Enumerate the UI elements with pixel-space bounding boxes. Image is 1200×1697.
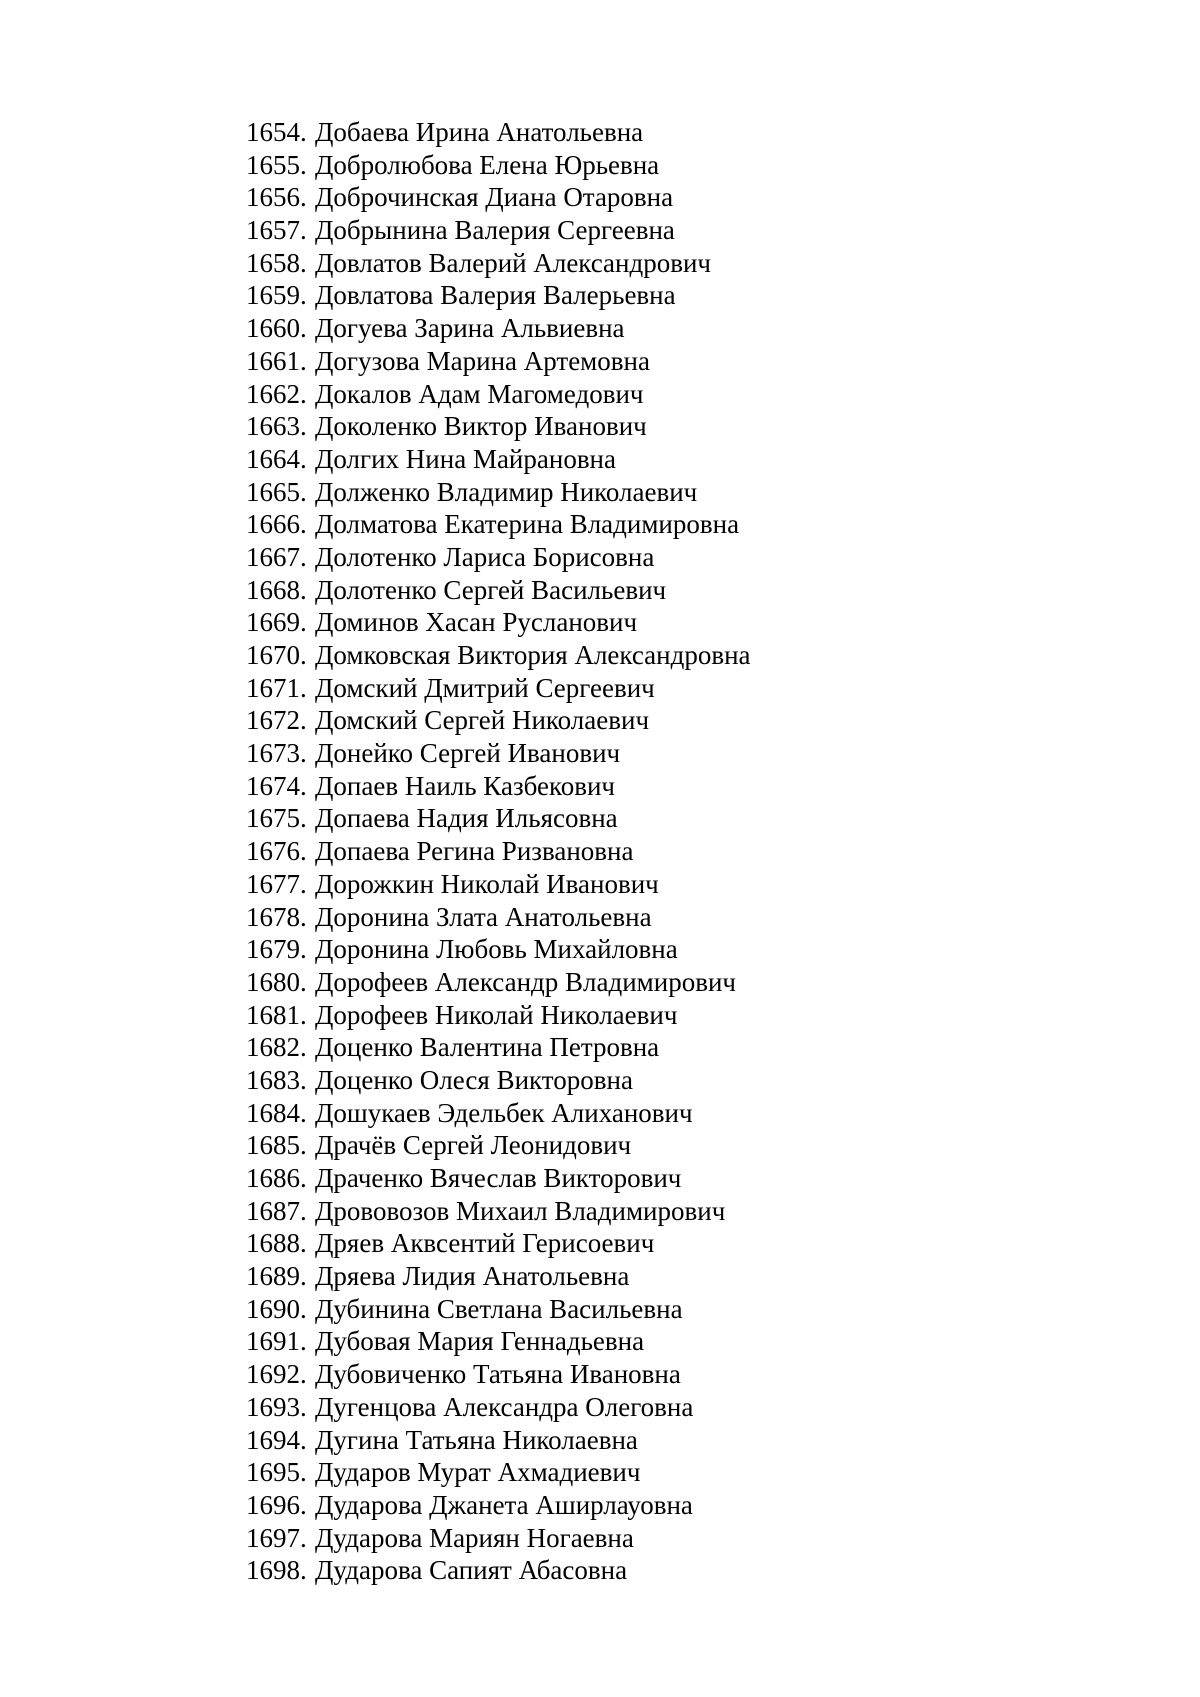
list-item bbox=[246, 1227, 751, 1260]
list-item bbox=[246, 247, 751, 280]
entry-number: 1683. bbox=[246, 1064, 307, 1095]
list-item bbox=[246, 508, 751, 541]
entry-number: 1654. bbox=[246, 117, 307, 147]
entry-name: Довлатова Валерия Валерьевна bbox=[315, 280, 676, 311]
list-item bbox=[246, 1293, 751, 1326]
entry-name: Долженко Владимир Николаевич bbox=[315, 476, 698, 507]
list-item bbox=[246, 1554, 751, 1587]
list-item bbox=[246, 476, 751, 509]
list-item bbox=[246, 214, 751, 247]
entry-name: Дубинина Светлана Васильевна bbox=[315, 1293, 683, 1324]
list-item bbox=[246, 312, 751, 345]
entry-name: Добаева Ирина Анатольевна bbox=[315, 117, 644, 147]
entry-name: Дударова Джанета Аширлауовна bbox=[315, 1489, 693, 1520]
entry-name: Допаева Регина Ризвановна bbox=[315, 836, 634, 867]
entry-number: 1679. bbox=[246, 934, 307, 965]
entry-name: Драчёв Сергей Леонидович bbox=[315, 1130, 632, 1161]
entry-number: 1684. bbox=[246, 1097, 307, 1128]
entry-number: 1669. bbox=[246, 607, 307, 638]
list-item bbox=[246, 606, 751, 639]
list-item bbox=[246, 1162, 751, 1195]
list-item bbox=[246, 443, 751, 476]
list-item bbox=[246, 1195, 751, 1228]
entry-name: Довлатов Валерий Александрович bbox=[315, 247, 712, 278]
entry-name: Дряева Лидия Анатольевна bbox=[315, 1261, 630, 1292]
entry-number: 1655. bbox=[246, 149, 307, 180]
entry-name: Допаев Наиль Казбекович bbox=[315, 770, 615, 801]
entry-number: 1658. bbox=[246, 247, 307, 278]
entry-name: Докалов Адам Магомедович bbox=[315, 378, 644, 409]
entry-number: 1696. bbox=[246, 1489, 307, 1520]
entry-number: 1659. bbox=[246, 280, 307, 311]
entry-number: 1660. bbox=[246, 313, 307, 344]
list-item bbox=[246, 1260, 751, 1293]
list-item bbox=[246, 802, 751, 835]
list-item bbox=[246, 1489, 751, 1522]
list-item bbox=[246, 541, 751, 574]
list-item bbox=[246, 999, 751, 1032]
entry-number: 1682. bbox=[246, 1032, 307, 1063]
entry-number: 1657. bbox=[246, 215, 307, 246]
entry-name: Долгих Нина Майрановна bbox=[315, 443, 616, 474]
entry-number: 1678. bbox=[246, 901, 307, 932]
entry-number: 1685. bbox=[246, 1130, 307, 1161]
list-item bbox=[246, 1424, 751, 1457]
list-item bbox=[246, 378, 751, 411]
entry-name: Добрынина Валерия Сергеевна bbox=[315, 215, 675, 246]
list-item bbox=[246, 1325, 751, 1358]
list-item bbox=[246, 835, 751, 868]
entry-name: Дрововозов Михаил Владимирович bbox=[315, 1195, 726, 1226]
entry-number: 1670. bbox=[246, 640, 307, 670]
entry-number: 1673. bbox=[246, 738, 307, 769]
entry-number: 1689. bbox=[246, 1261, 307, 1292]
entry-number: 1671. bbox=[246, 672, 307, 703]
list-item bbox=[246, 704, 751, 737]
entry-name: Дударов Мурат Ахмадиевич bbox=[315, 1457, 641, 1488]
entry-name: Драченко Вячеслав Викторович bbox=[315, 1163, 682, 1193]
entry-number: 1666. bbox=[246, 509, 307, 540]
entry-number: 1676. bbox=[246, 836, 307, 867]
entry-number: 1664. bbox=[246, 443, 307, 474]
entry-name: Долотенко Лариса Борисовна bbox=[315, 541, 655, 572]
entry-number: 1672. bbox=[246, 705, 307, 736]
entry-number: 1694. bbox=[246, 1424, 307, 1455]
list-item bbox=[246, 181, 751, 214]
entry-name: Доронина Злата Анатольевна bbox=[315, 901, 652, 932]
entry-name: Дударова Сапият Абасовна bbox=[315, 1555, 628, 1586]
entry-name: Дряев Аквсентий Герисоевич bbox=[315, 1228, 655, 1259]
entry-name: Дугенцова Александра Олеговна bbox=[315, 1391, 694, 1422]
entry-name: Дорожкин Николай Иванович bbox=[315, 868, 659, 899]
entry-name: Дубовая Мария Геннадьевна bbox=[315, 1326, 645, 1357]
entry-name: Дошукаев Эдельбек Алиханович bbox=[315, 1097, 693, 1128]
entry-number: 1687. bbox=[246, 1195, 307, 1226]
entry-name: Домский Сергей Николаевич bbox=[315, 705, 650, 736]
list-item bbox=[246, 868, 751, 901]
entry-number: 1674. bbox=[246, 770, 307, 801]
list-item bbox=[246, 966, 751, 999]
entry-number: 1695. bbox=[246, 1457, 307, 1488]
list-item bbox=[246, 279, 751, 312]
list-item bbox=[246, 770, 751, 803]
entry-number: 1656. bbox=[246, 182, 307, 213]
entry-name: Дубовиченко Татьяна Ивановна bbox=[315, 1359, 681, 1390]
list-item bbox=[246, 1031, 751, 1064]
name-list bbox=[246, 116, 751, 1587]
list-item bbox=[246, 901, 751, 934]
entry-name: Домковская Виктория Александровна bbox=[315, 640, 751, 670]
entry-number: 1662. bbox=[246, 378, 307, 409]
entry-name: Доценко Валентина Петровна bbox=[315, 1032, 660, 1063]
list-item bbox=[246, 1097, 751, 1130]
entry-name: Дорофеев Николай Николаевич bbox=[315, 999, 678, 1030]
entry-name: Доценко Олеся Викторовна bbox=[315, 1064, 633, 1095]
entry-number: 1677. bbox=[246, 868, 307, 899]
entry-name: Донейко Сергей Иванович bbox=[315, 738, 621, 769]
entry-name: Дугина Татьяна Николаевна bbox=[315, 1424, 638, 1455]
entry-name: Доминов Хасан Русланович bbox=[315, 607, 638, 638]
list-item bbox=[246, 116, 751, 149]
list-item bbox=[246, 345, 751, 378]
list-item bbox=[246, 1456, 751, 1489]
list-item bbox=[246, 1358, 751, 1391]
entry-number: 1692. bbox=[246, 1359, 307, 1390]
entry-number: 1668. bbox=[246, 574, 307, 605]
entry-number: 1667. bbox=[246, 541, 307, 572]
list-item bbox=[246, 672, 751, 705]
entry-number: 1681. bbox=[246, 999, 307, 1030]
list-item bbox=[246, 737, 751, 770]
list-item bbox=[246, 639, 751, 672]
entry-name: Дорофеев Александр Владимирович bbox=[315, 966, 736, 997]
list-item bbox=[246, 1522, 751, 1555]
entry-number: 1686. bbox=[246, 1163, 307, 1193]
list-item bbox=[246, 1129, 751, 1162]
entry-name: Доронина Любовь Михайловна bbox=[315, 934, 678, 965]
entry-name: Догуева Зарина Альвиевна bbox=[315, 313, 625, 344]
entry-name: Догузова Марина Артемовна bbox=[315, 345, 650, 376]
list-item bbox=[246, 933, 751, 966]
entry-name: Долотенко Сергей Васильевич bbox=[315, 574, 667, 605]
entry-number: 1690. bbox=[246, 1293, 307, 1324]
entry-number: 1661. bbox=[246, 345, 307, 376]
entry-name: Доколенко Виктор Иванович bbox=[315, 411, 647, 442]
entry-name: Дударова Мариян Ногаевна bbox=[315, 1522, 634, 1553]
entry-number: 1691. bbox=[246, 1326, 307, 1357]
list-item bbox=[246, 149, 751, 182]
entry-number: 1688. bbox=[246, 1228, 307, 1259]
entry-number: 1680. bbox=[246, 966, 307, 997]
entry-number: 1698. bbox=[246, 1555, 307, 1586]
entry-name: Доброчинская Диана Отаровна bbox=[315, 182, 674, 213]
list-item bbox=[246, 1391, 751, 1424]
entry-name: Добролюбова Елена Юрьевна bbox=[315, 149, 660, 180]
entry-number: 1675. bbox=[246, 803, 307, 834]
entry-number: 1697. bbox=[246, 1522, 307, 1553]
list-item bbox=[246, 410, 751, 443]
entry-name: Допаева Надия Ильясовна bbox=[315, 803, 618, 834]
list-item bbox=[246, 574, 751, 607]
entry-number: 1663. bbox=[246, 411, 307, 442]
entry-name: Домский Дмитрий Сергеевич bbox=[315, 672, 655, 703]
entry-number: 1693. bbox=[246, 1391, 307, 1422]
entry-name: Долматова Екатерина Владимировна bbox=[315, 509, 740, 540]
list-item bbox=[246, 1064, 751, 1097]
entry-number: 1665. bbox=[246, 476, 307, 507]
